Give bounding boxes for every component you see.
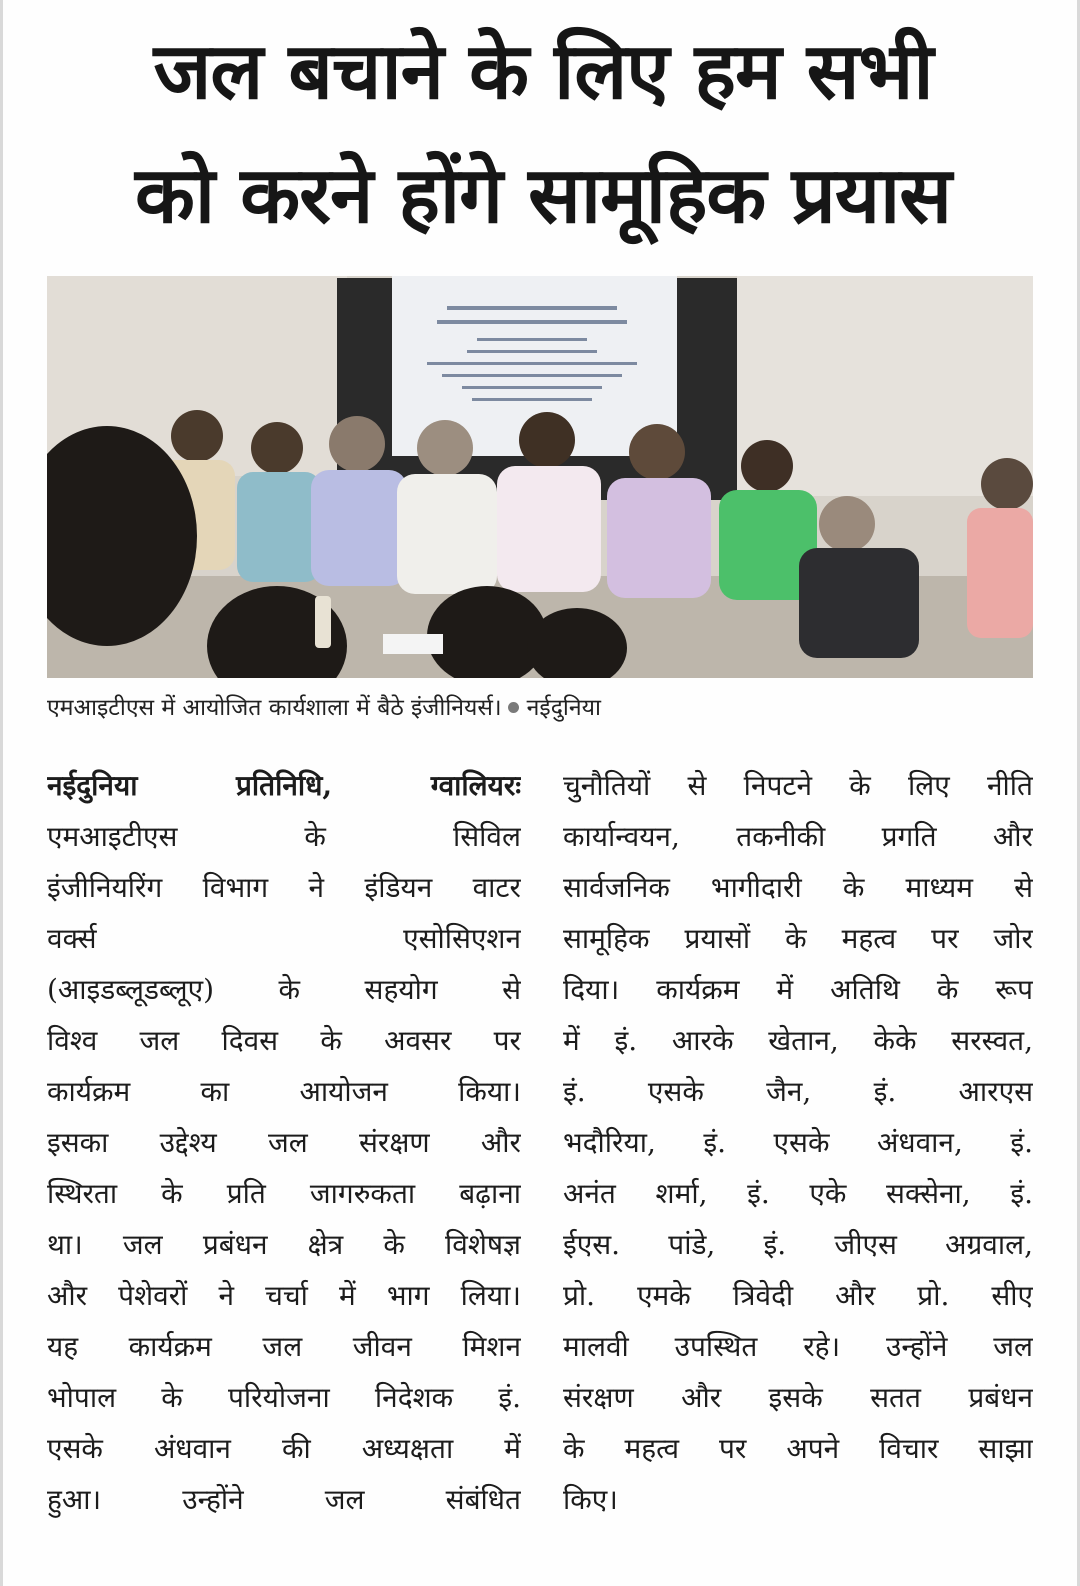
headline: [23, 10, 1063, 258]
article-line: विश्व जल दिवस के अवसर पर: [47, 1024, 521, 1057]
article-line: दिया। कार्यक्रम में अतिथि के रूप: [563, 973, 1033, 1006]
article-line: एसके अंधवान की अध्यक्षता में: [47, 1432, 521, 1465]
caption-credit: नईदुनिया: [526, 695, 601, 721]
article-line: यह कार्यक्रम जल जीवन मिशन: [47, 1330, 521, 1363]
article-column-right: [563, 760, 1033, 1525]
article-line: के महत्व पर अपने विचार साझा: [563, 1432, 1033, 1465]
headline-line-2: को करने होंगे सामूहिक प्रयास: [134, 151, 951, 241]
article-line: ईएस. पांडे, इं. जीएस अग्रवाल,: [563, 1228, 1033, 1261]
article-line: सार्वजनिक भागीदारी के माध्यम से: [563, 871, 1033, 904]
event-photo-icon: [47, 276, 1033, 678]
article-line: किए।: [563, 1483, 618, 1516]
bullet-icon: [508, 702, 519, 713]
article-line: भोपाल के परियोजना निदेशक इं.: [47, 1381, 521, 1414]
headline-line-1: जल बचाने के लिए हम सभी: [153, 27, 933, 117]
article-line: सामूहिक प्रयासों के महत्व पर जोर: [563, 922, 1033, 955]
dateline: नईदुनिया प्रतिनिधि, ग्वालियरः: [47, 769, 521, 802]
article-line: इंजीनियरिंग विभाग ने इंडियन वाटर: [47, 871, 521, 904]
article-line: और पेशेवरों ने चर्चा में भाग लिया।: [47, 1279, 521, 1312]
article-line: चुनौतियों से निपटने के लिए नीति: [563, 769, 1033, 802]
article-line: हुआ। उन्होंने जल संबंधित: [47, 1483, 521, 1516]
article-line: [47, 760, 521, 811]
article-column-left: [47, 760, 521, 1525]
article-line: इं. एसके जैन, इं. आरएस: [563, 1075, 1033, 1108]
photo-caption: [47, 686, 1033, 730]
article-line: मालवी उपस्थित रहे। उन्होंने जल: [563, 1330, 1033, 1363]
article-line: कार्यान्वयन, तकनीकी प्रगति और: [563, 820, 1033, 853]
article-line: संरक्षण और इसके सतत प्रबंधन: [563, 1381, 1033, 1414]
article-line: (आइडब्लूडब्लूए) के सहयोग से: [47, 973, 521, 1006]
article-line: इसका उद्देश्य जल संरक्षण और: [47, 1126, 521, 1159]
article-line: में इं. आरके खेतान, केके सरस्वत,: [563, 1024, 1033, 1057]
article-line: था। जल प्रबंधन क्षेत्र के विशेषज्ञ: [47, 1228, 521, 1261]
article-line: भदौरिया, इं. एसके अंधवान, इं.: [563, 1126, 1033, 1159]
caption-text: एमआइटीएस में आयोजित कार्यशाला में बैठे इंजीनियर्स।: [47, 695, 502, 721]
article-line: कार्यक्रम का आयोजन किया।: [47, 1075, 521, 1108]
article-line: वर्क्स एसोसिएशन: [47, 922, 521, 955]
article-line: प्रो. एमके त्रिवेदी और प्रो. सीए: [563, 1279, 1033, 1312]
article-line: अनंत शर्मा, इं. एके सक्सेना, इं.: [563, 1177, 1033, 1210]
article-line: एमआइटीएस के सिविल: [47, 820, 521, 853]
article-line: स्थिरता के प्रति जागरुकता बढ़ाना: [47, 1177, 521, 1210]
event-photo: [47, 276, 1033, 678]
